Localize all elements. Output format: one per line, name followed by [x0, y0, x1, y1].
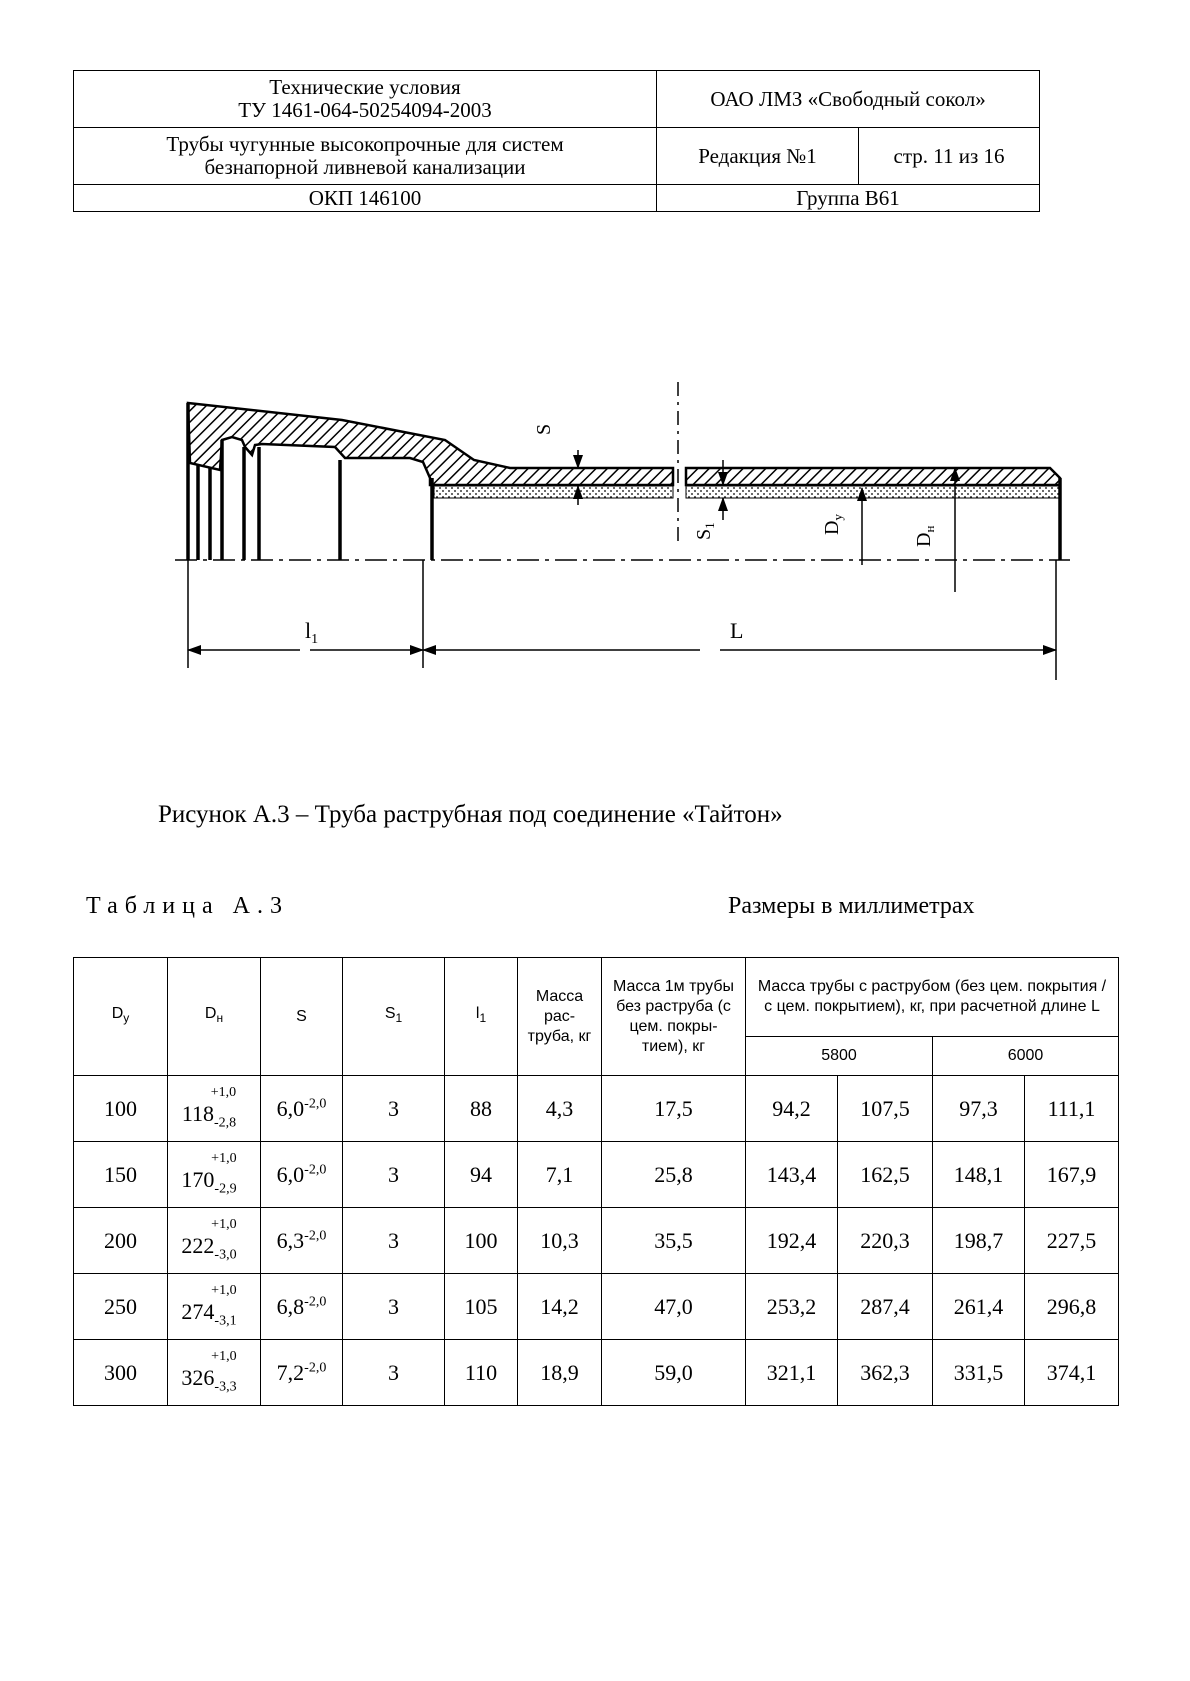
s-value: 6,8 — [276, 1293, 305, 1319]
cell-s1: 3 — [343, 1274, 445, 1340]
cell-m6000-coated: 227,5 — [1025, 1208, 1119, 1274]
table-row — [74, 1076, 1119, 1142]
cell-dn — [168, 1142, 261, 1208]
cell-dy: 250 — [74, 1274, 168, 1340]
cell-m6000-coated: 374,1 — [1025, 1340, 1119, 1406]
dim-l1-label: $l_1$ — [305, 618, 319, 647]
table-units: Размеры в миллиметрах — [728, 893, 975, 919]
cell-dn — [168, 1274, 261, 1340]
cell-dy: 200 — [74, 1208, 168, 1274]
lining-left — [434, 486, 673, 498]
cell-m5800-coated: 162,5 — [838, 1142, 933, 1208]
cell-mass-socket: 18,9 — [518, 1340, 602, 1406]
spigot-wall — [686, 468, 1060, 485]
col-l1: $l_1$ — [445, 958, 518, 1076]
cell-m5800-bare: 253,2 — [746, 1274, 838, 1340]
dn-tol-low: -2,9 — [214, 1181, 237, 1197]
cell-mass-1m: 25,8 — [602, 1142, 746, 1208]
cell-s — [261, 1076, 343, 1142]
col-mass-1m: Масса 1м трубы без раструба (с цем. покры-тием), кг — [602, 958, 746, 1076]
cell-s1: 3 — [343, 1340, 445, 1406]
cell-s — [261, 1142, 343, 1208]
col-dn: $D_н$ — [168, 958, 261, 1076]
cell-s — [261, 1340, 343, 1406]
cell-l1: 88 — [445, 1076, 518, 1142]
cell-m5800-bare: 321,1 — [746, 1340, 838, 1406]
dn-tol-up: +1,0 — [210, 1085, 237, 1101]
cell-dy: 100 — [74, 1076, 168, 1142]
col-s1: $S_1$ — [343, 958, 445, 1076]
edition-cell: Редакция №1 — [657, 128, 859, 185]
cell-l1: 110 — [445, 1340, 518, 1406]
dn-value: 118 — [181, 1101, 214, 1127]
spec-line1: Технические условия — [269, 75, 461, 99]
cell-s1: 3 — [343, 1208, 445, 1274]
col-len-6000: 6000 — [933, 1037, 1119, 1076]
pipe-drawing — [0, 360, 1190, 690]
cell-s1: 3 — [343, 1076, 445, 1142]
table-row — [74, 1340, 1119, 1406]
cell-s — [261, 1208, 343, 1274]
cell-m6000-bare: 148,1 — [933, 1142, 1025, 1208]
cell-dn — [168, 1340, 261, 1406]
table-row — [74, 1142, 1119, 1208]
s-value: 6,3 — [276, 1227, 305, 1253]
cell-dn — [168, 1208, 261, 1274]
lining-right — [686, 486, 1060, 498]
dim-s1-label: $S_1$ — [693, 522, 717, 540]
s-tol: -2,0 — [304, 1096, 327, 1112]
dn-tol-low: -2,8 — [214, 1115, 237, 1131]
col-mass-socket: Масса рас-труба, кг — [518, 958, 602, 1076]
dim-s-label: S — [533, 423, 555, 435]
cell-mass-socket: 4,3 — [518, 1076, 602, 1142]
cell-m5800-coated: 107,5 — [838, 1076, 933, 1142]
cell-mass-socket: 7,1 — [518, 1142, 602, 1208]
cell-l1: 94 — [445, 1142, 518, 1208]
cell-m5800-bare: 143,4 — [746, 1142, 838, 1208]
dn-tol-low: -3,3 — [214, 1379, 237, 1395]
document-header — [73, 70, 1040, 212]
cell-l1: 105 — [445, 1274, 518, 1340]
s-value: 7,2 — [276, 1359, 305, 1385]
cell-m5800-bare: 94,2 — [746, 1076, 838, 1142]
col-len-5800: 5800 — [746, 1037, 933, 1076]
group-cell: Группа В61 — [657, 185, 1040, 212]
dn-value: 274 — [181, 1299, 215, 1325]
cell-mass-socket: 10,3 — [518, 1208, 602, 1274]
cell-m5800-coated: 362,3 — [838, 1340, 933, 1406]
dim-dy-label: $D_у$ — [821, 514, 845, 535]
cell-mass-1m: 35,5 — [602, 1208, 746, 1274]
product-cell — [74, 128, 657, 185]
dn-tol-up: +1,0 — [211, 1217, 237, 1233]
table-row — [74, 1274, 1119, 1340]
dn-tol-low: -3,0 — [214, 1247, 237, 1263]
spec-cell — [74, 71, 657, 128]
cell-l1: 100 — [445, 1208, 518, 1274]
cell-m6000-bare: 97,3 — [933, 1076, 1025, 1142]
dn-value: 170 — [181, 1167, 215, 1193]
okp-cell: ОКП 146100 — [74, 185, 657, 212]
dn-tol-up: +1,0 — [211, 1151, 237, 1167]
cell-m6000-bare: 331,5 — [933, 1340, 1025, 1406]
cell-m5800-coated: 220,3 — [838, 1208, 933, 1274]
dn-tol-low: -3,1 — [214, 1313, 237, 1329]
s-value: 6,0 — [276, 1095, 305, 1121]
cell-m6000-bare: 198,7 — [933, 1208, 1025, 1274]
cell-s1: 3 — [343, 1142, 445, 1208]
dn-value: 326 — [181, 1365, 215, 1391]
dim-L-label: L — [730, 618, 744, 643]
company-cell: ОАО ЛМЗ «Свободный сокол» — [657, 71, 1040, 128]
col-s: S — [261, 958, 343, 1076]
col-dy: $D_у$ — [74, 958, 168, 1076]
product-line2: безнапорной ливневой канализации — [204, 155, 526, 179]
cell-dy: 150 — [74, 1142, 168, 1208]
table-row — [74, 1208, 1119, 1274]
cell-m6000-coated: 167,9 — [1025, 1142, 1119, 1208]
cell-dn — [168, 1076, 261, 1142]
s-tol: -2,0 — [304, 1228, 327, 1244]
s-tol: -2,0 — [304, 1162, 327, 1178]
s-value: 6,0 — [276, 1161, 305, 1187]
dn-tol-up: +1,0 — [211, 1349, 237, 1365]
spec-line2: ТУ 1461-064-50254094-2003 — [238, 98, 492, 122]
dn-tol-up: +1,0 — [211, 1283, 237, 1299]
figure-caption: Рисунок А.3 – Труба раструбная под соединение «Тайтон» — [158, 801, 783, 828]
table-title: Таблица А.3 — [86, 893, 289, 919]
col-mass-pipe: Масса трубы с раструбом (без цем. покрытия /с цем. покрытием), кг, при расчетной длине L — [746, 958, 1119, 1037]
cell-m5800-coated: 287,4 — [838, 1274, 933, 1340]
page-cell: стр. 11 из 16 — [859, 128, 1040, 185]
cell-mass-socket: 14,2 — [518, 1274, 602, 1340]
cell-m6000-coated: 296,8 — [1025, 1274, 1119, 1340]
product-line1: Трубы чугунные высокопрочные для систем — [166, 132, 564, 156]
s-tol: -2,0 — [304, 1360, 327, 1376]
dimensions-table — [73, 957, 1119, 1406]
cell-m5800-bare: 192,4 — [746, 1208, 838, 1274]
cell-mass-1m: 59,0 — [602, 1340, 746, 1406]
dim-dn-label: $D_н$ — [913, 525, 937, 547]
cell-s — [261, 1274, 343, 1340]
dn-value: 222 — [181, 1233, 215, 1259]
cell-m6000-coated: 111,1 — [1025, 1076, 1119, 1142]
s-tol: -2,0 — [304, 1294, 327, 1310]
cell-dy: 300 — [74, 1340, 168, 1406]
cell-mass-1m: 17,5 — [602, 1076, 746, 1142]
cell-m6000-bare: 261,4 — [933, 1274, 1025, 1340]
cell-mass-1m: 47,0 — [602, 1274, 746, 1340]
